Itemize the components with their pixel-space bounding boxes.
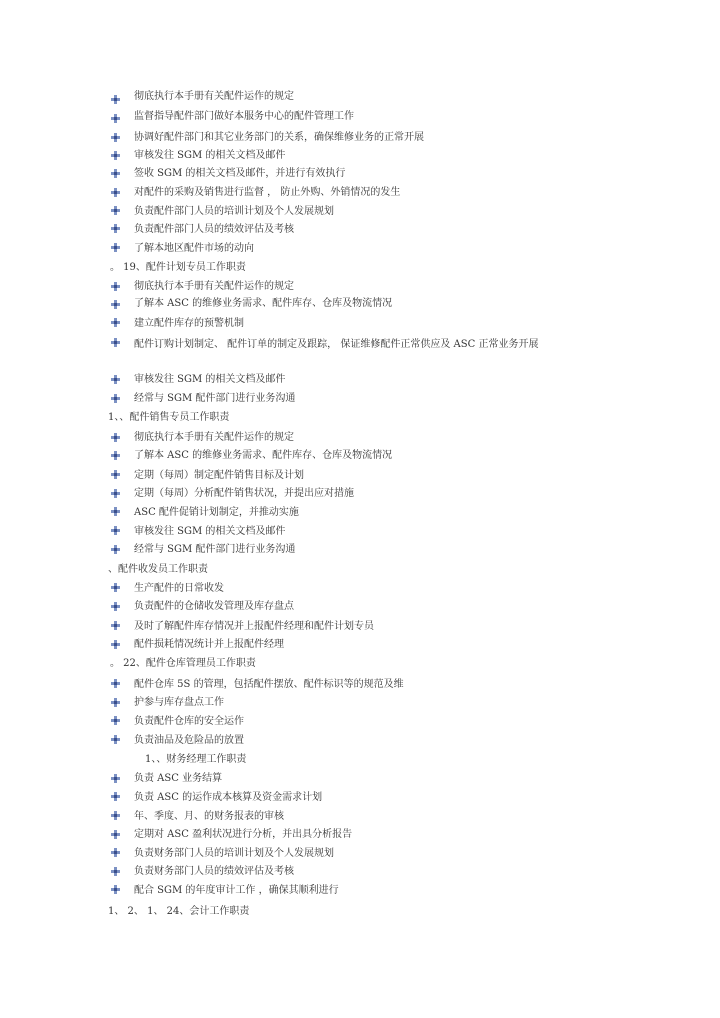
- bullet-icon: [111, 243, 120, 252]
- bullet-icon: [111, 602, 120, 611]
- bullet-icon: [111, 507, 120, 516]
- section-heading: 1、、财务经理工作职责: [145, 754, 247, 765]
- bullet-icon: [111, 640, 120, 649]
- list-item: 生产配件的日常收发: [134, 583, 224, 594]
- bullet-icon: [111, 679, 120, 688]
- list-item: 负责财务部门人员的培训计划及个人发展规划: [134, 848, 334, 859]
- list-item: 定期对 ASC 盈利状况进行分析，并出具分析报告: [134, 829, 353, 840]
- bullet-icon: [111, 811, 120, 820]
- list-item: 负责配件仓库的安全运作: [134, 716, 244, 727]
- list-item: 负责配件的仓储收发管理及库存盘点: [134, 601, 294, 612]
- list-item: 经常与 SGM 配件部门进行业务沟通: [134, 544, 296, 555]
- bullet-icon: [111, 133, 120, 142]
- list-item: 负责油品及危险品的放置: [134, 735, 244, 746]
- bullet-icon: [111, 867, 120, 876]
- bullet-icon: [111, 848, 120, 857]
- list-item: 审核发往 SGM 的相关文档及邮件: [134, 374, 286, 385]
- list-item: 负责配件部门人员的绩效评估及考核: [134, 224, 294, 235]
- list-item: ASC 配件促销计划制定，并推动实施: [134, 507, 299, 518]
- bullet-icon: [111, 621, 120, 630]
- list-item: 了解本 ASC 的维修业务需求、配件库存、仓库及物流情况: [134, 450, 393, 461]
- bullet-icon: [111, 433, 120, 442]
- list-item: 定期（每周）分析配件销售状况，并提出应对措施: [134, 488, 354, 499]
- bullet-icon: [111, 698, 120, 707]
- list-item: 配件仓库 5S 的管理，包括配件摆放、配件标识等的规范及维: [134, 679, 404, 690]
- bullet-icon: [111, 792, 120, 801]
- bullet-icon: [111, 318, 120, 327]
- bullet-icon: [111, 716, 120, 725]
- list-item: 负责配件部门人员的培训计划及个人发展规划: [134, 206, 334, 217]
- bullet-icon: [111, 526, 120, 535]
- list-item: 配件订购计划制定、 配件订单的制定及跟踪， 保证维修配件正常供应及 ASC 正常业务开展: [134, 339, 539, 350]
- bullet-icon: [111, 375, 120, 384]
- section-heading: 、配件收发员工作职责: [108, 564, 208, 575]
- list-item: 定期（每周）制定配件销售目标及计划: [134, 470, 304, 481]
- list-item: 对配件的采购及销售进行监督 ， 防止外购、外销情况的发生: [134, 187, 401, 198]
- list-item: 配合 SGM 的年度审计工作 ，确保其顺利进行: [134, 885, 339, 896]
- bullet-icon: [111, 470, 120, 479]
- bullet-icon: [111, 206, 120, 215]
- list-item: 负责 ASC 的运作成本核算及资金需求计划: [134, 792, 323, 803]
- bullet-icon: [111, 151, 120, 160]
- bullet-icon: [111, 95, 120, 104]
- list-item: 负责 ASC 业务结算: [134, 773, 223, 784]
- list-item: 负责财务部门人员的绩效评估及考核: [134, 866, 294, 877]
- list-item: 及时了解配件库存情况并上报配件经理和配件计划专员: [134, 621, 374, 632]
- list-item: 协调好配件部门和其它业务部门的关系，确保维修业务的正常开展: [134, 132, 424, 143]
- section-heading: 1、、配件销售专员工作职责: [108, 412, 230, 423]
- bullet-icon: [111, 830, 120, 839]
- list-item: 配件损耗情况统计并上报配件经理: [134, 639, 284, 650]
- list-item: 审核发往 SGM 的相关文档及邮件: [134, 526, 286, 537]
- list-item: 监督指导配件部门做好本服务中心的配件管理工作: [134, 111, 354, 122]
- section-heading: 1、 2、 1、 24、会计工作职责: [108, 906, 250, 917]
- list-item: 彻底执行本手册有关配件运作的规定: [134, 281, 294, 292]
- list-item: 了解本 ASC 的维修业务需求、配件库存、仓库及物流情况: [134, 298, 393, 309]
- list-item: 年、季度、月、的财务报表的审核: [134, 811, 284, 822]
- bullet-icon: [111, 489, 120, 498]
- list-item: 护参与库存盘点工作: [134, 697, 224, 708]
- bullet-icon: [111, 282, 120, 291]
- bullet-icon: [111, 300, 120, 309]
- section-heading: 。 22、配件仓库管理员工作职责: [110, 658, 256, 669]
- list-item: 审核发往 SGM 的相关文档及邮件: [134, 150, 286, 161]
- bullet-icon: [111, 451, 120, 460]
- bullet-icon: [111, 583, 120, 592]
- list-item: 彻底执行本手册有关配件运作的规定: [134, 91, 294, 102]
- list-item: 彻底执行本手册有关配件运作的规定: [134, 432, 294, 443]
- list-item: 建立配件库存的预警机制: [134, 318, 244, 329]
- bullet-icon: [111, 394, 120, 403]
- list-item: 经常与 SGM 配件部门进行业务沟通: [134, 393, 296, 404]
- bullet-icon: [111, 735, 120, 744]
- bullet-icon: [111, 114, 120, 123]
- bullet-icon: [111, 169, 120, 178]
- bullet-icon: [111, 338, 120, 347]
- bullet-icon: [111, 545, 120, 554]
- list-item: 了解本地区配件市场的动向: [134, 243, 254, 254]
- list-item: 签收 SGM 的相关文档及邮件，并进行有效执行: [134, 168, 346, 179]
- section-heading: 。 19、配件计划专员工作职责: [110, 262, 246, 273]
- bullet-icon: [111, 774, 120, 783]
- bullet-icon: [111, 885, 120, 894]
- bullet-icon: [111, 224, 120, 233]
- bullet-icon: [111, 188, 120, 197]
